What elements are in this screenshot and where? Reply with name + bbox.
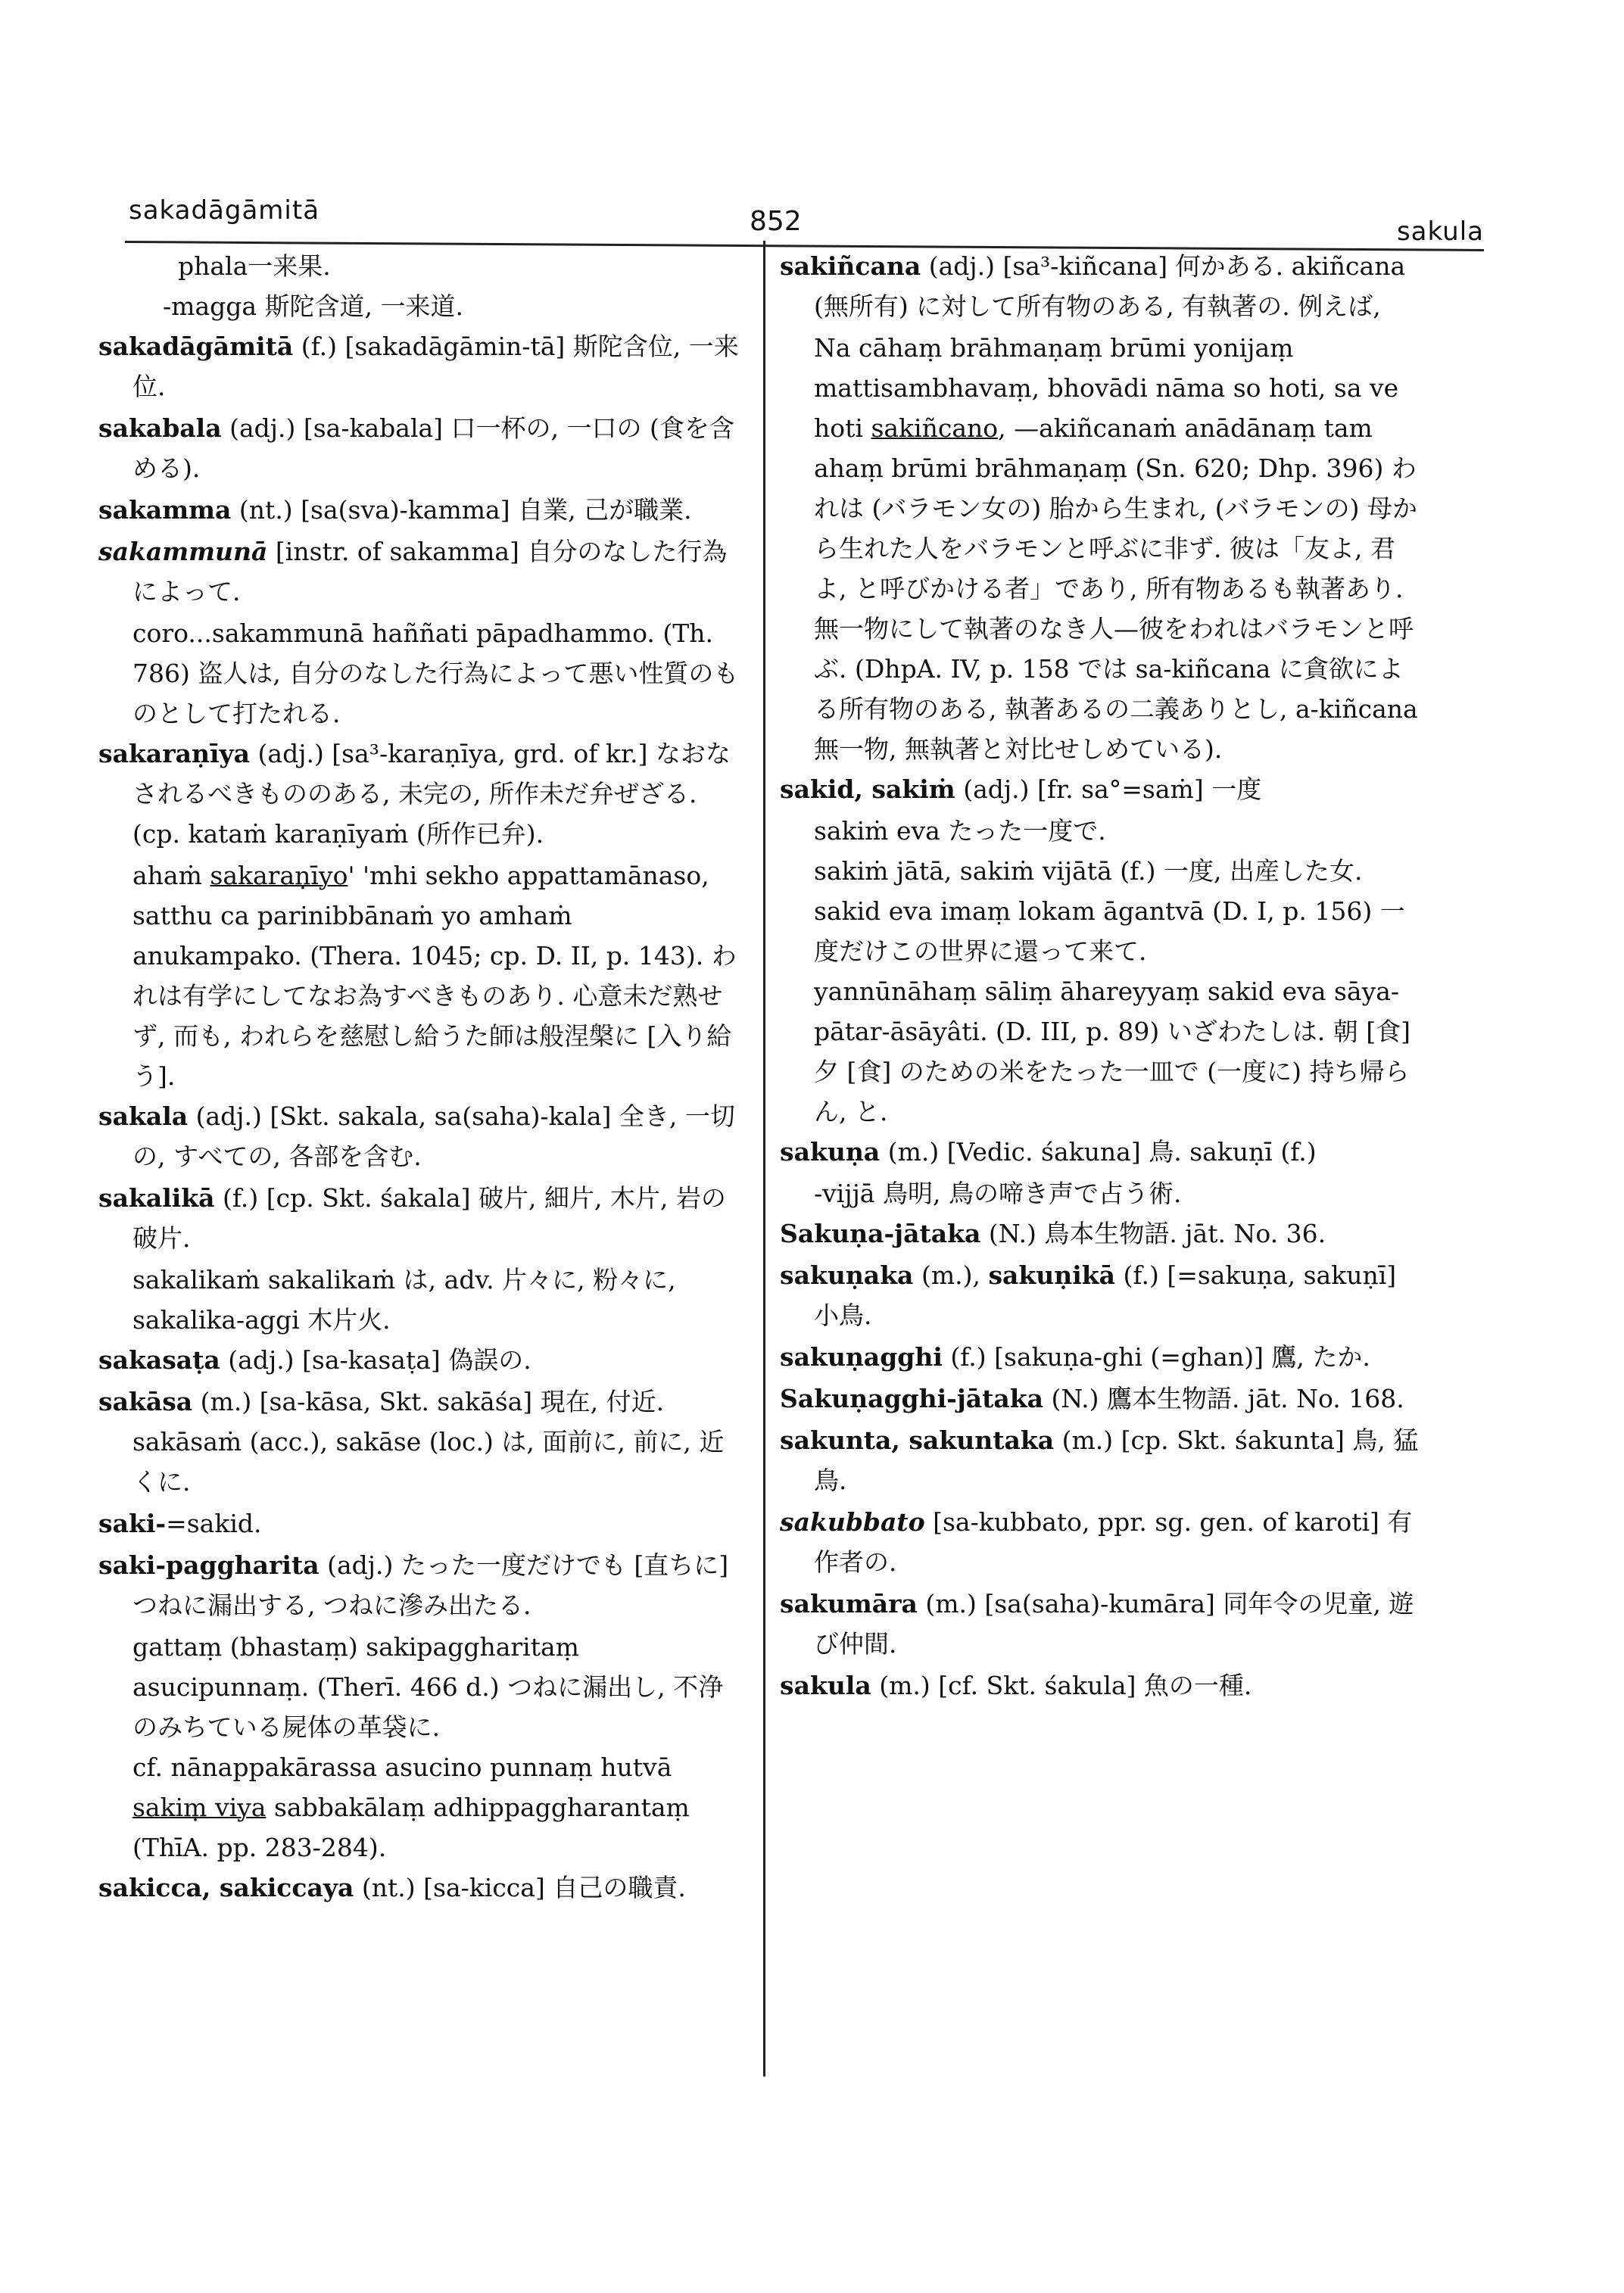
entry-definition: =sakid.	[166, 1509, 262, 1538]
headword: sakiñcana	[780, 251, 921, 281]
dictionary-entry	[780, 1337, 1427, 1377]
dictionary-entry	[780, 246, 1427, 326]
example-citation	[780, 328, 1427, 769]
headword: saki-paggharita	[98, 1550, 320, 1580]
entry-definition: (f.) [=sakuṇa, sakuṇī] 小鳥.	[814, 1260, 1397, 1330]
entry-definition: (nt.) [sa-kicca] 自己の職責.	[354, 1873, 686, 1902]
dictionary-entry	[780, 1584, 1427, 1664]
dictionary-entry	[98, 1178, 746, 1258]
dictionary-entry	[780, 769, 1427, 809]
entry-definition: (adj.) [sa-kasaṭa] 偽誤の.	[220, 1345, 531, 1375]
entry-definition: (N.) 鳥本生物語. jāt. No. 36.	[980, 1219, 1326, 1248]
entry-definition: [sa-kubbato, ppr. sg. gen. of karoti] 有作者の.	[814, 1507, 1413, 1577]
sub-entry: -vijjā 鳥明, 鳥の啼き声で占う術.	[814, 1179, 1182, 1208]
dictionary-entry	[98, 531, 746, 612]
citation-text: cf. nānappakārassa asucino punnaṃ hutvā	[132, 1752, 672, 1782]
entry-definition: (m.) [Vedic. śakuna] 鳥. sakuṇī (f.)	[880, 1137, 1317, 1167]
headword: sakaraṇīya	[98, 739, 251, 768]
entry-definition: (nt.) [sa(sva)-kamma] 自業, 己が職業.	[231, 495, 692, 525]
headword: sakubbato	[780, 1507, 925, 1537]
entry-definition: (f.) [sakuṇa-ghi (=ghan)] 鷹, たか.	[942, 1342, 1370, 1372]
headword: sakid, sakiṁ	[780, 774, 955, 804]
citation-text: ahaṁ	[132, 861, 210, 890]
headword: sakalikā	[98, 1183, 215, 1213]
headword: sakuṇagghi	[780, 1342, 943, 1372]
dictionary-entry	[780, 1420, 1427, 1500]
dictionary-entry	[780, 1255, 1427, 1335]
headword: sakumāra	[780, 1589, 918, 1618]
citation-text: ' 'mhi sekho appattamānaso, satthu ca parinibbānaṁ yo amhaṁ anukampako. (Thera. 1045; cp. D. II, p. 143). われは有学にしてなお為すべきものあり. 心意未だ熟せず, 而も, われらを慈慰し給うた師は般涅槃に [入り給う].	[132, 861, 737, 1091]
entry-definition: (adj.) [sa-kabala] 口一杯の, 一口の (食を含める).	[132, 413, 734, 483]
dictionary-entry	[98, 1545, 746, 1625]
example-citation: coro...sakammunā haññati pāpadhammo. (Th. 786) 盗人は, 自分のなした行為によって悪い性質のものとして打たれる.	[132, 618, 739, 728]
dictionary-entry	[98, 490, 746, 530]
example-citation: sakid eva imaṃ lokam āgantvā (D. I, p. 156) 一度だけこの世界に還って来て.	[814, 896, 1405, 966]
entry-definition: (m.) [sa-kāsa, Skt. sakāśa] 現在, 付近. sakāsaṁ (acc.), sakāse (loc.) は, 面前に, 前に, 近くに.	[132, 1387, 725, 1497]
underlined-term: sakaraṇīyo	[210, 861, 348, 890]
dictionary-entry	[98, 1868, 746, 1908]
headword: sakāsa	[98, 1387, 193, 1416]
underlined-term: sakiṃ viya	[132, 1793, 267, 1822]
entry-definition: (adj.) [sa³-karaṇīya, grd. of kr.] なおなされるべきもののある, 未完の, 所作未だ弁ぜざる. (cp. kataṁ karaṇīyaṁ (所作已弁).	[132, 739, 731, 849]
sub-entry: -magga 斯陀含道, 一来道.	[163, 291, 463, 321]
page-number: 852	[750, 206, 802, 237]
headword: sakuṇaka	[780, 1260, 914, 1290]
dictionary-entry	[98, 1382, 746, 1502]
dictionary-entry	[780, 1379, 1427, 1419]
dictionary-entry	[98, 1096, 746, 1176]
entry-definition: (N.) 鷹本生物語. jāt. No. 168.	[1043, 1384, 1404, 1413]
dictionary-entry	[98, 408, 746, 488]
headword: sakunta, sakuntaka	[780, 1425, 1055, 1455]
example-citation	[98, 855, 746, 1096]
column-divider	[763, 241, 765, 2076]
citation-text: Na cāhaṃ brāhmaṇaṃ brūmi yonijaṃ mattisambhavaṃ, bhovādi nāma so hoti, sa ve hoti	[814, 333, 1399, 443]
dictionary-entry	[98, 1503, 746, 1544]
dictionary-entry	[98, 734, 746, 854]
entry-definition: (m.) [sa(saha)-kumāra] 同年令の児童, 遊び仲間.	[814, 1589, 1414, 1659]
headword: sakasaṭa	[98, 1345, 220, 1375]
entry-definition: (adj.) [Skt. sakala, sa(saha)-kala] 全き, 一切の, すべての, 各部を含む.	[132, 1101, 735, 1171]
entry-definition: (f.) [sakadāgāmin-tā] 斯陀含位, 一来位.	[132, 332, 739, 401]
headword: Sakuṇa-jātaka	[780, 1219, 981, 1248]
citation-text: , —akiñcanaṁ anādānaṃ tam ahaṃ brūmi brāhmaṇaṃ (Sn. 620; Dhp. 396) われは (バラモン女の) 胎から生まれ, (バラモンの) 母から生れた人をバラモンと呼ぶに非ず. 彼は「友よ, 君よ, と呼びかける者」であり, 所有物あるも執著あり. 無一物にして執著のなき人—彼をわれはバラモンと呼ぶ. (DhpA. IV, p. 158 では sa-kiñcana に貪欲による所有物のある, 執著あるの二義ありとし, a-kiñcana 無一物, 無執著と対比せしめている).	[814, 413, 1418, 764]
example-citation: gattaṃ (bhastaṃ) sakipaggharitaṃ asucipunnaṃ. (Therī. 466 d.) つねに漏出し, 不浄のみちている屍体の革袋に.	[132, 1632, 724, 1742]
headword: sakuṇa	[780, 1137, 881, 1167]
dictionary-entry	[98, 1340, 746, 1380]
example-citation: yannūnāhaṃ sāliṃ āhareyyaṃ sakid eva sāya-pātar-āsāyâti. (D. III, p. 89) いざわたしは. 朝 [食] 夕 [食] のための米をたった一皿で (一度に) 持ち帰らん, と.	[814, 977, 1410, 1126]
sub-entry: sakalikaṁ sakalikaṁ は, adv. 片々に, 粉々に, sakalika-aggi 木片火.	[132, 1265, 676, 1335]
headword: sakula	[780, 1671, 871, 1700]
underlined-term: sakiñcano	[871, 413, 999, 443]
headword: Sakuṇagghi-jātaka	[780, 1384, 1044, 1413]
sub-entry: phala一来果.	[178, 251, 331, 281]
right-column	[780, 246, 1427, 1707]
entry-definition: (m.),	[913, 1260, 989, 1290]
dictionary-entry	[98, 326, 746, 407]
headword: saki-	[98, 1509, 167, 1538]
headword: sakadāgāmitā	[98, 332, 294, 361]
headword: sakammunā	[98, 537, 268, 566]
dictionary-entry	[780, 1502, 1427, 1582]
entry-definition: (adj.) たった一度だけでも [直ちに] つねに漏出する, つねに滲み出たる.	[132, 1550, 729, 1620]
entry-definition: (adj.) [sa³-kiñcana] 何かある. akiñcana (無所有) に対して所有物のある, 有執著の. 例えば,	[814, 251, 1406, 321]
header-right-guide-word: sakula	[1396, 217, 1484, 247]
dictionary-entry	[780, 1213, 1427, 1254]
headword: sakamma	[98, 495, 232, 525]
headword: sakala	[98, 1101, 189, 1131]
left-column	[98, 246, 746, 1909]
example-citation	[98, 1747, 746, 1868]
sub-entry: sakiṁ jātā, sakiṁ vijātā (f.) 一度, 出産した女.	[814, 856, 1363, 886]
entry-definition: (m.) [cf. Skt. śakula] 魚の一種.	[871, 1671, 1252, 1700]
dictionary-entry	[780, 1665, 1427, 1706]
header-left-guide-word: sakadāgāmitā	[129, 195, 320, 226]
entry-definition: (f.) [cp. Skt. śakala] 破片, 細片, 木片, 岩の破片.	[132, 1183, 726, 1253]
citation-text: sabbakālaṃ adhippaggharantaṃ (ThīA. pp. 283-284).	[132, 1793, 690, 1862]
entry-definition: [instr. of sakamma] 自分のなした行為によって.	[132, 537, 728, 606]
entry-definition: (adj.) [fr. sa°=saṁ] 一度	[955, 774, 1262, 804]
headword: sakabala	[98, 413, 222, 443]
dictionary-entry	[780, 1132, 1427, 1172]
sub-entry: sakiṁ eva たった一度で.	[814, 816, 1106, 846]
headword: sakicca, sakiccaya	[98, 1873, 354, 1902]
headword: sakuṇikā	[988, 1260, 1116, 1290]
entry-definition: (m.) [cp. Skt. śakunta] 鳥, 猛鳥.	[814, 1425, 1419, 1495]
